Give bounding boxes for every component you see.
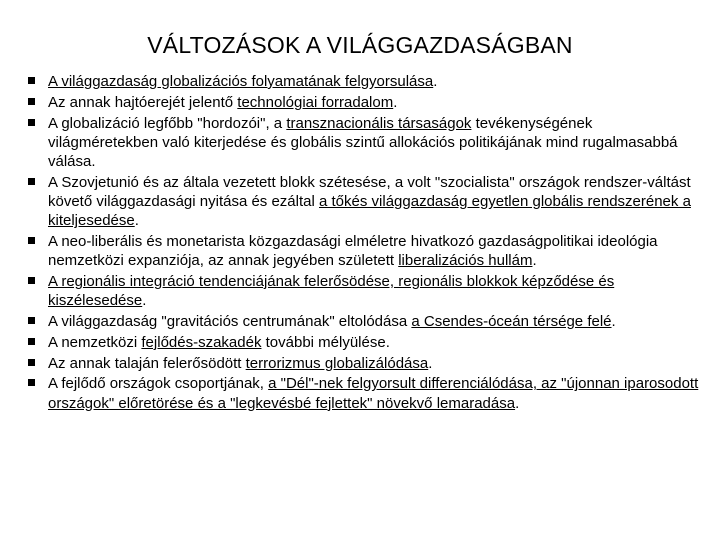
bullet-text: . — [428, 354, 433, 372]
square-bullet-icon — [28, 77, 35, 84]
underlined-text: a "Dél"-nek felgyorsult differenciálódása, az "újonnan iparosodott országok" előretörése és a "legkevésbé fejlettek" növekvő lemaradása — [48, 375, 699, 412]
bullet-item — [28, 72, 704, 91]
bullet-text: . — [515, 394, 520, 412]
bullet-item — [28, 354, 704, 373]
bullet-text: további mélyülése. — [261, 333, 390, 351]
bullet-item — [28, 312, 704, 331]
bullet-text: A nemzetközi — [48, 333, 142, 351]
bullet-text: Az annak talaján felerősödött — [48, 354, 246, 372]
square-bullet-icon — [28, 379, 35, 386]
square-bullet-icon — [28, 119, 35, 126]
square-bullet-icon — [28, 338, 35, 345]
bullet-text: A globalizáció legfőbb "hordozói", a — [48, 114, 287, 132]
underlined-text: fejlődés-szakadék — [141, 333, 262, 351]
bullet-text: . — [134, 212, 139, 230]
bullet-item — [28, 173, 704, 231]
square-bullet-icon — [28, 237, 35, 244]
bullet-text: A neo-liberális és monetarista közgazdasági elméletre hivatkozó gazdaságpolitikai ideológia nemzetközi expanziója, az annak jegyében született — [48, 233, 658, 270]
bullet-text: Az annak hajtóerejét jelentő — [48, 93, 238, 111]
underlined-text: A regionális integráció tendenciájának felerősödése, regionális blokkok képződése és kiszélesedése — [48, 273, 615, 310]
bullet-item — [28, 93, 704, 112]
square-bullet-icon — [28, 317, 35, 324]
bullet-item — [28, 114, 704, 172]
slide-title: VÁLTOZÁSOK A VILÁGGAZDASÁGBAN — [147, 32, 573, 58]
bullet-item — [28, 374, 704, 412]
underlined-text: A világgazdaság globalizációs folyamatának felgyorsulása — [48, 73, 434, 90]
underlined-text: a tőkés világgazdaság egyetlen globális rendszerének a kiteljesedése — [48, 193, 691, 230]
underlined-text: technológiai forradalom — [237, 93, 394, 111]
bullet-text: . — [142, 292, 147, 310]
bullet-item — [28, 232, 704, 270]
square-bullet-icon — [28, 178, 35, 185]
bullet-text: . — [532, 252, 537, 270]
bullet-text: . — [611, 313, 616, 330]
bullet-text: A világgazdaság "gravitációs centrumának" eltolódása — [48, 313, 412, 330]
bullet-list — [28, 72, 704, 414]
bullet-item — [28, 333, 704, 352]
square-bullet-icon — [28, 359, 35, 366]
square-bullet-icon — [28, 277, 35, 284]
square-bullet-icon — [28, 98, 35, 105]
bullet-text: tevékenységének világméretekben való kiterjedése és globális szintű allokációs politikájának mind rugalmasabbá válása. — [48, 114, 678, 170]
underlined-text: a Csendes-óceán térsége felé — [411, 313, 612, 330]
bullet-text: A Szovjetunió és az általa vezetett blokk szétesése, a volt "szocialista" országok rendszer-váltást követő világgazdasági nyitása és ezáltal — [48, 173, 691, 210]
bullet-item — [28, 272, 704, 310]
underlined-text: transznacionális társaságok — [286, 114, 472, 132]
bullet-text: A fejlődő országok csoportjának, — [48, 375, 269, 393]
bullet-text: . — [433, 73, 438, 90]
underlined-text: liberalizációs hullám — [398, 252, 533, 270]
bullet-text: . — [393, 93, 398, 111]
underlined-text: terrorizmus globalizálódása — [245, 354, 429, 372]
